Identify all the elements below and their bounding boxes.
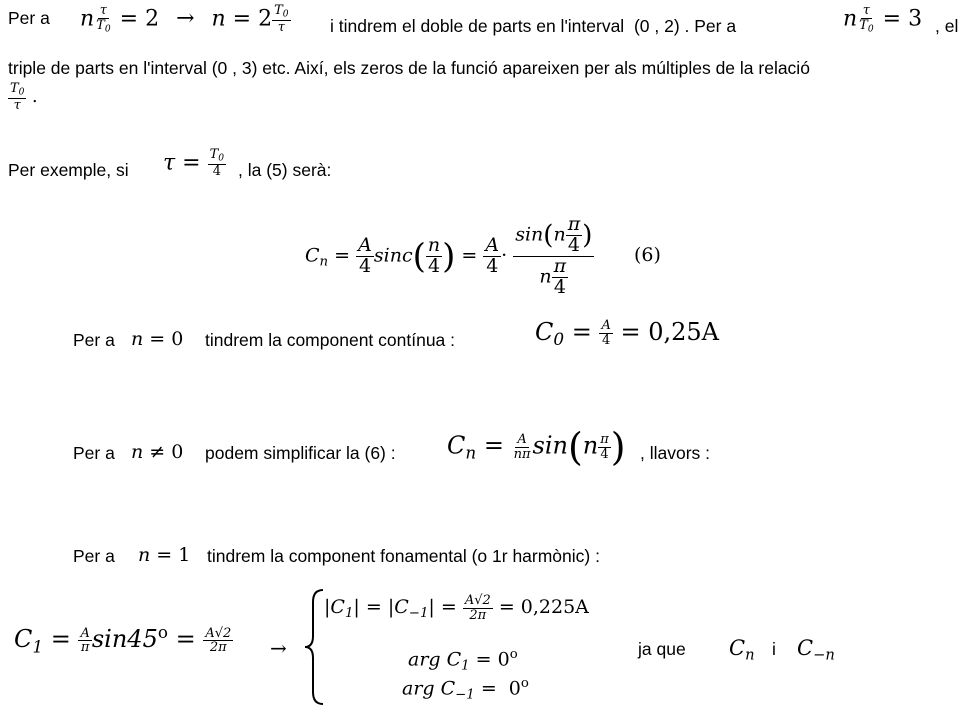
arg-C1-equation: arg $C_1 = 0^o$: [408, 647, 518, 674]
fraction-T0-over-tau: $\frac{T_0}{\tau}$ .: [10, 81, 38, 114]
per-a-nne0-text: Per a: [73, 443, 115, 463]
equation-n-tau-over-T0-eq-2: n $\frac{\tau}{T_0}$ = 2 → n = 2 $\frac{T_0}{\tau}$: [80, 3, 289, 36]
equation-n-eq-1: n = 1: [138, 544, 191, 566]
comma-el-text: , el: [935, 16, 959, 36]
brace-icon: [303, 588, 325, 706]
component-fonamental-text: tindrem la component fonamental (o 1r harmònic) :: [207, 546, 600, 566]
equation-n-eq-0: n = 0: [131, 328, 184, 350]
c0-result: = 0,25A: [620, 318, 719, 346]
paragraph-line-2: triple de parts en l'interval (0 , 3) etc. Així, els zeros de la funció apareixen per als múltiples de la relació: [8, 58, 810, 78]
equation-C0: $C_0$ = $\frac{A}{4}$ = 0,25A: [535, 318, 719, 350]
per-a-text: Per a: [8, 8, 50, 28]
per-a-n1-text: Per a: [73, 546, 115, 566]
modulus-value: = 0,225A: [498, 596, 589, 619]
equation-Cn-simplified: $C_n$ = $\frac{A}{n\pi}$ sin(n $\frac{\pi}{4}$ ): [447, 425, 626, 469]
equation-number-6: (6): [634, 244, 661, 266]
equation-C1: $C_1$ = $\frac{A}{\pi}$ sin45$^o$ = $\frac{A√2}{2\pi}$: [14, 622, 232, 657]
arg-C-minus1-equation: arg $C_{-1} = 0^o$: [402, 676, 529, 703]
C-minus-n-symbol: $C_{-n}$: [797, 636, 835, 664]
Cn-symbol: $C_n$: [729, 636, 755, 664]
equation-6: $C_n$ = $\frac{A}{4}$ sinc( $\frac{n}{4}$ ) = $\frac{A}{4}$ · sin(n $\frac{\pi}{4}$ ) n $\frac{\pi}{4}$: [305, 213, 593, 298]
left-brace: [303, 588, 325, 711]
per-a-n0-text: Per a: [73, 330, 115, 350]
i-text: i: [772, 639, 776, 659]
llavors-text: , llavors :: [640, 443, 711, 463]
simplificar-text: podem simplificar la (6) :: [205, 443, 396, 463]
component-continua-text: tindrem la component contínua :: [205, 330, 456, 350]
modulus-equation: $|C_1| = |C_{-1}|$ = $\frac{A√2}{2\pi}$ = 0,225A: [324, 593, 589, 623]
ja-que-text: ja que: [638, 639, 686, 659]
per-exemple-text: Per exemple, si: [8, 160, 129, 180]
paragraph-line-1: [8, 8, 50, 29]
la5-text: , la (5) serà:: [238, 160, 332, 180]
arrow-icon: →: [270, 636, 287, 660]
equation-tau-eq-T0-over-4: τ = $\frac{T_0}{4}$: [163, 147, 225, 180]
doble-parts-text: i tindrem el doble de parts en l'interval (0 , 2) . Per a: [330, 16, 737, 36]
equation-n-ne-0: n ≠ 0: [131, 441, 184, 463]
equation-n-tau-over-T0-eq-3: n $\frac{\tau}{T_0}$ = 3: [843, 3, 923, 35]
